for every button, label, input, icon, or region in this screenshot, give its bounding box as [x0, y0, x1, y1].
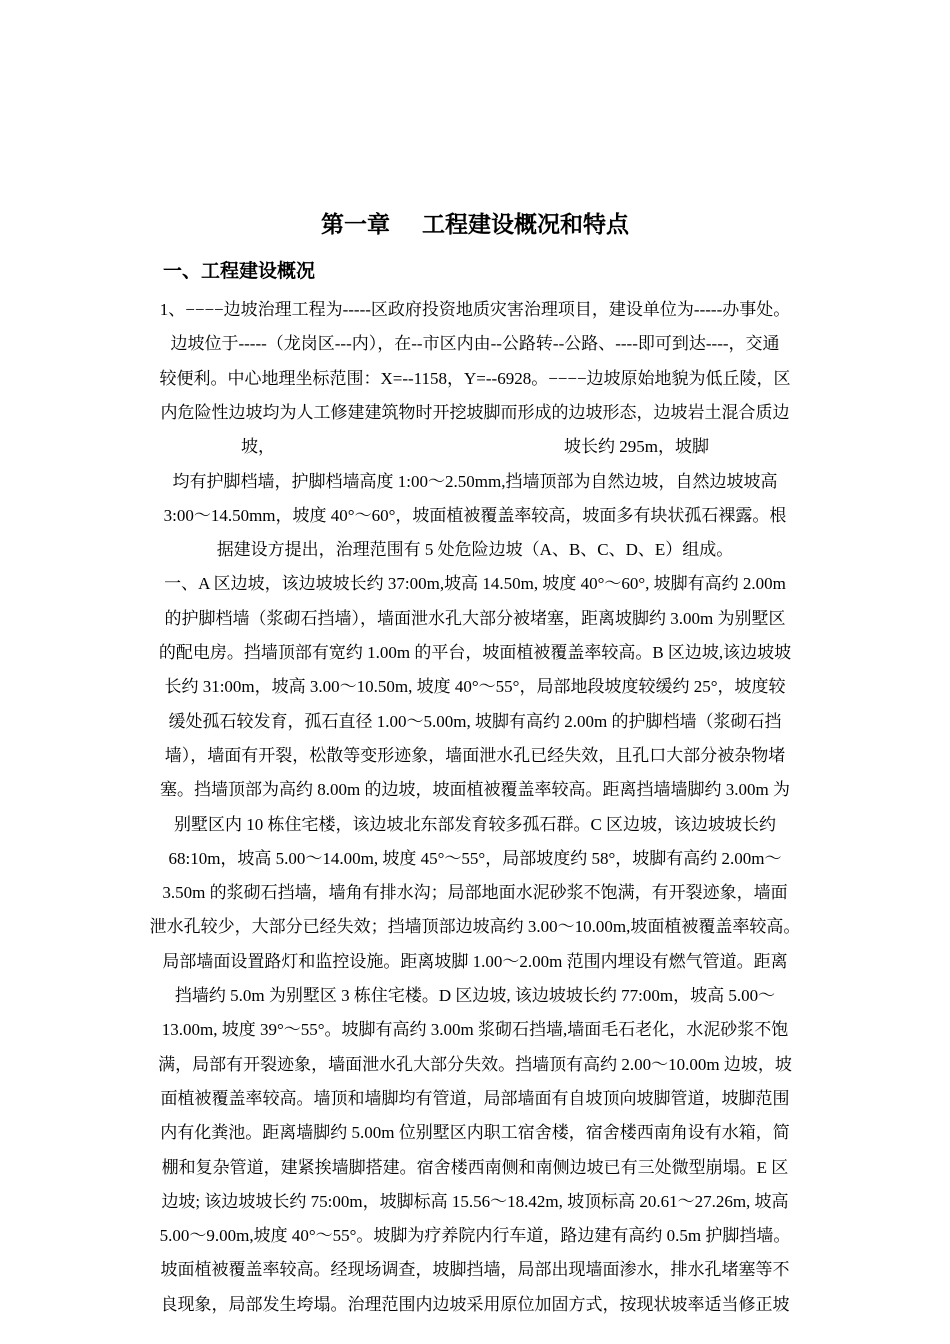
text-line: 局部墙面设置路灯和监控设施。距离坡脚 1.00～2.00m 范围内埋设有燃气管道。距离	[162, 951, 788, 971]
text-line: 较便利。中心地理坐标范围：X=--1158，Y=--6928。−−−−边坡原始地貌为低丘陵，区	[159, 368, 791, 388]
text-line: 塞。挡墙顶部为高约 8.00m 的边坡，坡面植被覆盖率较高。距离挡墙墙脚约 3.00m 为	[160, 780, 790, 800]
text-line: 坡面植被覆盖率较高。经现场调查，坡脚挡墙，局部出现墙面渗水，排水孔堵塞等不	[160, 1260, 790, 1280]
text-line: 面植被覆盖率较高。墙顶和墙脚均有管道，局部墙面有自坡顶向坡脚管道，坡脚范围	[160, 1088, 790, 1108]
text-line: 68:10m，坡高 5.00～14.00m, 坡度 45°～55°，局部坡度约 58°，坡脚有高约 2.00m～	[168, 848, 782, 868]
text-line: 内危险性边坡均为人工修建建筑物时开挖坡脚而形成的边坡形态，边坡岩土混合质边	[160, 402, 790, 422]
text-line: 13.00m, 坡度 39°～55°。坡脚有高约 3.00m 浆砌石挡墙,墙面毛石老化，水泥砂浆不饱	[161, 1020, 789, 1040]
chapter-title: 第一章 工程建设概况和特点	[320, 211, 630, 238]
text-line: 长约 31:00m，坡高 3.00～10.50m, 坡度 40°～55°，局部地段坡度较缓约 25°，坡度较	[164, 677, 786, 697]
text-line: 3.50m 的浆砌石挡墙，墙角有排水沟；局部地面水泥砂浆不饱满，有开裂迹象，墙面	[162, 883, 788, 903]
text-line: 均有护脚档墙，护脚档墙高度 1:00～2.50mm,挡墙顶部为自然边坡，自然边坡坡高	[172, 471, 778, 491]
text-line: 5.00～9.00m,坡度 40°～55°。坡脚为疗养院内行车道，路边建有高约 0.5m 护脚挡墙。	[159, 1226, 791, 1246]
text-line: 良现象，局部发生垮塌。治理范围内边坡采用原位加固方式，按现状坡率适当修正坡	[160, 1294, 790, 1314]
text-line: 缓处孤石较发育，孤石直径 1.00～5.00m, 坡脚有高约 2.00m 的护脚档墙（浆砌石挡	[168, 711, 782, 731]
text-line: 边坡位于-----（龙岗区---内），在--市区内由--公路转--公路、----即可到达----，交通	[170, 334, 780, 354]
section-title: 一、工程建设概况	[163, 260, 316, 282]
text-line: 1、−−−−边坡治理工程为-----区政府投资地质灾害治理项目，建设单位为-----办事处。	[159, 300, 791, 319]
text-line: 内有化粪池。距离墙脚约 5.00m 位别墅区内职工宿舍楼，宿舍楼西南角设有水箱，简	[160, 1123, 790, 1143]
text-line: 边坡; 该边坡坡长约 75:00m，坡脚标高 15.56～18.42m, 坡顶标高 20.61～27.26m, 坡高	[161, 1191, 789, 1211]
text-line: 泄水孔较少，大部分已经失效；挡墙顶部边坡高约 3.00～10.00m,坡面植被覆盖率较高。	[149, 917, 801, 937]
text-line: 一、A 区边坡，该边坡坡长约 37:00m,坡高 14.50m, 坡度 40°～60°, 坡脚有高约 2.00m	[164, 574, 786, 594]
text-line: 3:00～14.50mm，坡度 40°～60°，坡面植被覆盖率较高，坡面多有块状孤石裸露。根	[163, 505, 787, 525]
text-line: 别墅区内 10 栋住宅楼，该边坡北东部发育较多孤石群。C 区边坡，该边坡坡长约	[173, 814, 777, 834]
text-line: 的护脚档墙（浆砌石挡墙），墙面泄水孔大部分被堵塞，距离坡脚约 3.00m 为别墅区	[164, 608, 786, 628]
text-line: 挡墙约 5.0m 为别墅区 3 栋住宅楼。D 区边坡, 该边坡坡长约 77:00m，坡高 5.00～	[174, 986, 776, 1005]
text-line: 的配电房。挡墙顶部有宽约 1.00m 的平台，坡面植被覆盖率较高。B 区边坡,该边坡坡	[158, 643, 792, 662]
text-line: 坡， 坡长约 295m，坡脚	[241, 437, 709, 457]
text-line: 墙），墙面有开裂，松散等变形迹象，墙面泄水孔已经失效，且孔口大部分被杂物堵	[164, 745, 786, 765]
text-line: 棚和复杂管道，建紧挨墙脚搭建。宿舍楼西南侧和南侧边坡已有三处微型崩塌。E 区	[161, 1157, 789, 1177]
text-line: 满，局部有开裂迹象，墙面泄水孔大部分失效。挡墙顶有高约 2.00～10.00m 边坡，坡	[158, 1054, 792, 1074]
text-line: 据建设方提出，治理范围有 5 处危险边坡（A、B、C、D、E）组成。	[216, 540, 734, 560]
